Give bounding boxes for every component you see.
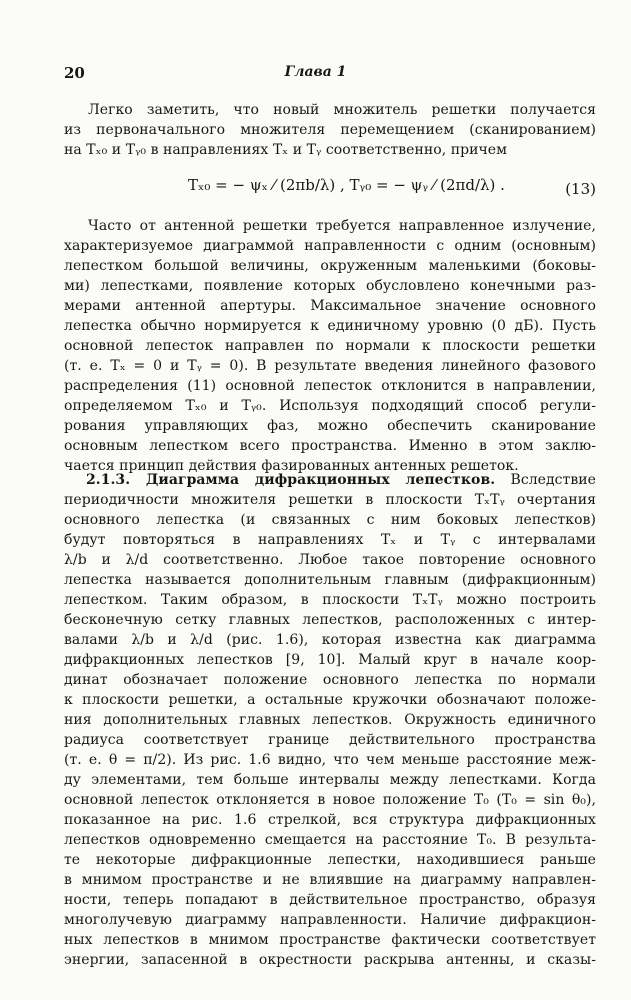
text-line: лепестком. Таким образом, в плоскости TₓTᵧ можно построить [64, 592, 596, 608]
text-line: λ/b и λ/d соответственно. Любое такое повторение основного [64, 552, 596, 568]
text-line: основного лепестка (и связанных с ним боковых лепестков) [64, 512, 596, 528]
equation-body: Tₓ₀ = − ψₓ ⁄ (2πb/λ) , Tᵧ₀ = − ψᵧ ⁄ (2πd/λ) . [188, 176, 505, 194]
text-line: будут повторяться в направлениях Tₓ и Tᵧ с интервалами [64, 532, 596, 548]
text-run: Вследствие [510, 472, 596, 488]
text-line: лепестка обычно нормируется к единичному уровню (0 дБ). Пусть [64, 318, 596, 334]
section-heading: 2.1.3. Диаграмма дифракционных лепестков. [86, 472, 496, 488]
text-line: лепестка называется дополнительным главным (дифракционным) [64, 572, 596, 588]
text-line: ности, теперь попадают в действительное пространство, образуя [64, 892, 596, 908]
paragraph-intro [64, 100, 596, 160]
text-line: те некоторые дифракционные лепестки, находившиеся раньше [64, 852, 596, 868]
text-line: основной лепесток направлен по нормали к плоскости решетки [64, 338, 596, 354]
text-line: дифракционных лепестков [9, 10]. Малый круг в начале коор- [64, 652, 596, 668]
text-line: Часто от антенной решетки требуется направленное излучение, [88, 218, 596, 234]
text-line: Легко заметить, что новый множитель решетки получается [88, 102, 596, 118]
section-heading-line [64, 470, 596, 490]
text-line: основным лепестком всего пространства. Именно в этом заклю- [64, 438, 596, 454]
text-line: лепестком большой величины, окруженным маленькими (боковы- [64, 258, 596, 274]
text-line: рования управляющих фаз, можно обеспечить сканирование [64, 418, 596, 434]
text-line: валами λ/b и λ/d (рис. 1.6), которая известна как диаграмма [64, 632, 596, 648]
text-line: в мнимом пространстве и не влиявшие на диаграмму направлен- [64, 872, 596, 888]
text-line: из первоначального множителя перемещением (сканированием) [64, 122, 596, 138]
text-line: периодичности множителя решетки в плоскости TₓTᵧ очертания [64, 492, 596, 508]
text-line: мерами антенной апертуры. Максимальное значение основного [64, 298, 596, 314]
text-line: ных лепестков в мнимом пространстве фактически соответствует [64, 932, 596, 948]
text-line: бесконечную сетку главных лепестков, расположенных с интер- [64, 612, 596, 628]
equation-number: (13) [565, 180, 596, 198]
text-line: лепестков одновременно смещается на расстояние T₀. В результа- [64, 832, 596, 848]
page-number: 20 [64, 64, 85, 82]
section-2-1-3 [64, 470, 596, 970]
text-line: ния дополнительных главных лепестков. Окружность единичного [64, 712, 596, 728]
text-line: динат обозначает положение основного лепестка по нормали [64, 672, 596, 688]
text-line: определяемом Tₓ₀ и Tᵧ₀. Используя подходящий способ регули- [64, 398, 596, 414]
text-line: распределения (11) основной лепесток отклонится в направлении, [64, 378, 596, 394]
running-head [64, 64, 567, 86]
text-line: радиуса соответствует границе действительного пространства [64, 732, 596, 748]
paragraph-main-lobe [64, 216, 596, 476]
text-line: характеризуемое диаграммой направленности с одним (основным) [64, 238, 596, 254]
text-line: основной лепесток отклоняется в новое положение T₀ (T₀ = sin θ₀), [64, 792, 596, 808]
text-line: (т. е. θ = π/2). Из рис. 1.6 видно, что чем меньше расстояние меж- [64, 752, 596, 768]
text-line: к плоскости решетки, а остальные кружочки обозначают положе- [64, 692, 596, 708]
text-line: чается принцип действия фазированных антенных решеток. [64, 458, 519, 474]
text-line: многолучевую диаграмму направленности. Наличие дифракцион- [64, 912, 596, 928]
text-line: ми) лепестками, появление которых обусловлено конечными раз- [64, 278, 596, 294]
equation-13 [64, 172, 596, 206]
chapter-title: Глава 1 [284, 64, 347, 80]
text-line: показанное на рис. 1.6 стрелкой, вся структура дифракционных [64, 812, 596, 828]
text-line: энергии, запасенной в окрестности раскрыва антенны, и сказы- [64, 952, 596, 968]
text-line: (т. е. Tₓ = 0 и Tᵧ = 0). В результате введения линейного фазового [64, 358, 596, 374]
text-line: ду элементами, тем больше интервалы между лепестками. Когда [64, 772, 596, 788]
text-line: на Tₓ₀ и Tᵧ₀ в направлениях Tₓ и Tᵧ соответственно, причем [64, 142, 508, 158]
